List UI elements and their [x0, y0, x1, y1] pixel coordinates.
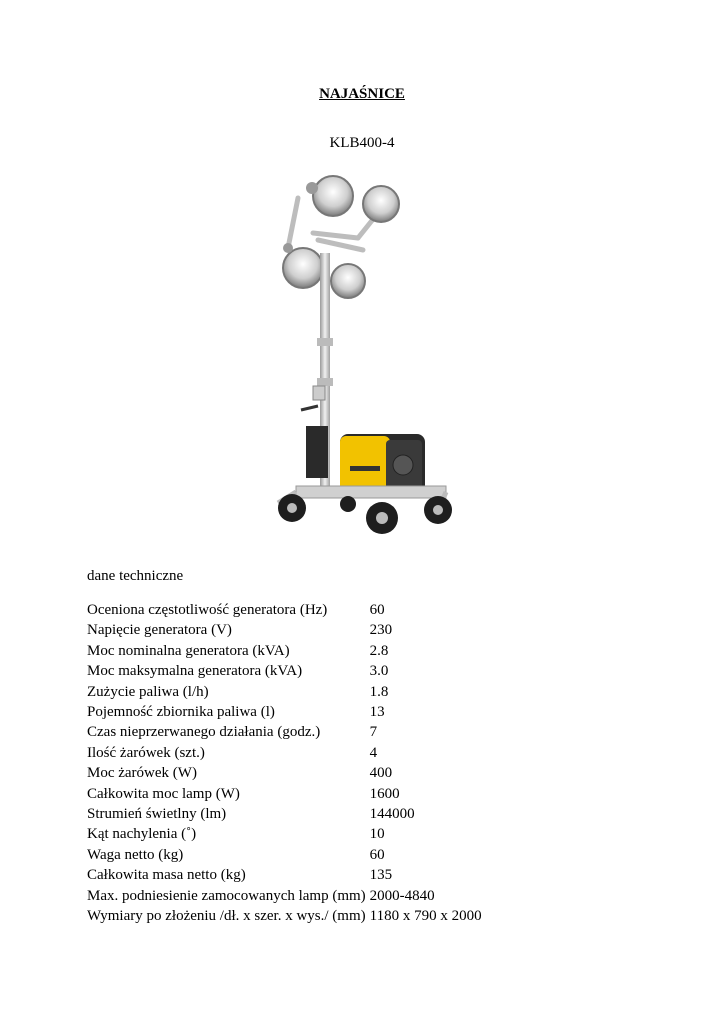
spec-row — [85, 600, 484, 620]
document-title: NAJAŚNICE — [319, 86, 405, 102]
spec-row — [85, 886, 484, 906]
spec-label: Pojemność zbiornika paliwa (l) — [87, 704, 275, 721]
spec-row — [85, 702, 484, 722]
spec-row — [85, 906, 484, 926]
spec-value: 135 — [369, 867, 393, 884]
spec-label: Strumień świetlny (lm) — [87, 806, 227, 823]
spec-row — [85, 804, 484, 824]
spec-value: 1.8 — [369, 683, 389, 700]
lamp-top-left — [313, 176, 353, 216]
spec-row — [85, 722, 484, 742]
lamp-bottom-right — [331, 264, 365, 298]
spec-label: Moc maksymalna generatora (kVA) — [87, 663, 303, 680]
spec-value: 400 — [369, 765, 393, 782]
spec-label: Kąt nachylenia (˚) — [87, 826, 197, 843]
spec-label: Wymiary po złożeniu /dł. x szer. x wys./ (mm) — [87, 908, 366, 925]
spec-row — [85, 620, 484, 640]
spec-label: Czas nieprzerwanego działania (godz.) — [87, 724, 321, 741]
spec-label: Moc nominalna generatora (kVA) — [87, 642, 290, 659]
spec-row — [85, 641, 484, 661]
spec-row — [85, 682, 484, 702]
spec-value: 4 — [369, 744, 378, 761]
spec-label: Oceniona częstotliwość generatora (Hz) — [87, 602, 328, 618]
spec-label: Ilość żarówek (szt.) — [87, 744, 205, 761]
spec-label: Napięcie generatora (V) — [87, 622, 232, 639]
wheel — [340, 496, 356, 512]
spec-row — [85, 784, 484, 804]
spec-value: 144000 — [369, 806, 415, 823]
spec-label: Moc żarówek (W) — [87, 765, 197, 782]
spec-label: Waga netto (kg) — [87, 846, 184, 863]
product-image — [268, 168, 458, 538]
spec-value: 10 — [369, 826, 385, 843]
specs-table — [85, 600, 484, 927]
spec-value: 2.8 — [369, 642, 389, 659]
spec-value: 1600 — [369, 785, 400, 802]
spec-value: 13 — [369, 704, 385, 721]
spec-row — [85, 865, 484, 885]
model-name: KLB400-4 — [329, 135, 395, 151]
spec-row — [85, 661, 484, 681]
spec-value: 60 — [369, 846, 385, 863]
light-tower-generator-icon — [268, 168, 458, 538]
spec-row — [85, 845, 484, 865]
spec-label: Max. podniesienie zamocowanych lamp (mm) — [87, 887, 366, 904]
spec-row — [85, 824, 484, 844]
spec-row — [85, 743, 484, 763]
spec-label: Całkowita moc lamp (W) — [87, 785, 240, 802]
spec-value: 2000-4840 — [369, 887, 435, 904]
spec-label: Całkowita masa netto (kg) — [87, 867, 246, 884]
spec-row — [85, 763, 484, 783]
spec-value: 7 — [369, 724, 378, 741]
section-title: dane techniczne — [87, 568, 184, 584]
spec-value: 230 — [369, 622, 393, 639]
spec-label: Zużycie paliwa (l/h) — [87, 683, 209, 700]
spec-value: 3.0 — [369, 663, 389, 680]
spec-value: 1180 x 790 x 2000 — [369, 908, 482, 925]
spec-value: 60 — [369, 602, 385, 618]
trolley-frame — [296, 486, 446, 498]
lamp-bottom-left — [283, 248, 323, 288]
lamp-top-right — [363, 186, 399, 222]
